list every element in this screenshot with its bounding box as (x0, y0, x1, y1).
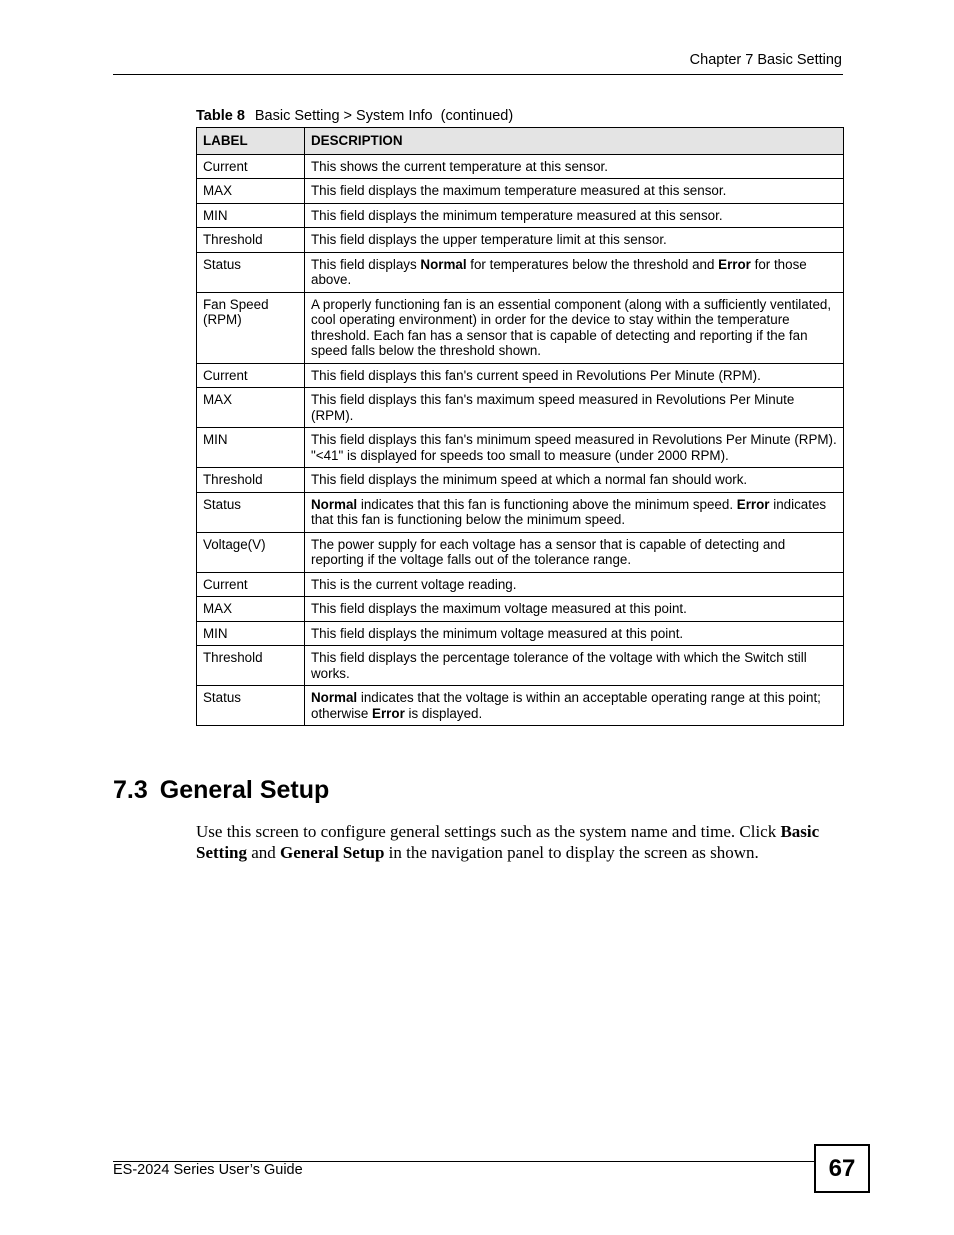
row-label: Fan Speed (RPM) (197, 292, 305, 363)
text-run: This shows the current temperature at this sensor. (311, 158, 608, 174)
table-row (197, 292, 844, 363)
row-description (305, 686, 844, 726)
text-run: This field displays the minimum speed at which a normal fan should work. (311, 472, 748, 487)
table-caption-title: Basic Setting > System Info (continued) (254, 108, 514, 124)
row-label: Voltage(V) (197, 532, 305, 572)
row-label: Threshold (197, 228, 305, 253)
table-caption (196, 108, 513, 124)
bold-term: General Setup (280, 843, 385, 862)
table-row (197, 686, 844, 726)
table-row (197, 388, 844, 428)
table-row (197, 532, 844, 572)
text-run: This field displays the minimum voltage measured at this point. (311, 625, 684, 641)
row-label: MIN (197, 428, 305, 468)
row-description (305, 621, 844, 646)
table-row (197, 252, 844, 292)
text-run: is displayed. (404, 705, 483, 721)
row-description (305, 203, 844, 228)
table-row (197, 572, 844, 597)
text-run: This field displays the maximum temperature measured at this sensor. (311, 183, 727, 198)
row-description (305, 646, 844, 686)
text-run: and (247, 843, 281, 862)
bold-term: Error (718, 256, 751, 272)
table-row (197, 492, 844, 532)
section-paragraph (196, 821, 846, 863)
row-label: MIN (197, 203, 305, 228)
table-row (197, 154, 844, 179)
table-header-row (197, 128, 844, 155)
chapter-header: Chapter 7 Basic Setting (689, 52, 842, 68)
row-label: Status (197, 686, 305, 726)
row-label: Status (197, 252, 305, 292)
table-row (197, 597, 844, 622)
table-row (197, 179, 844, 204)
table-caption-number: Table 8 (196, 108, 245, 124)
text-run: in the navigation panel to display the screen as shown. (384, 843, 759, 862)
row-label: Threshold (197, 468, 305, 493)
system-info-table (196, 127, 844, 726)
text-run: This field displays the minimum temperature measured at this sensor. (311, 207, 723, 223)
row-label: Threshold (197, 646, 305, 686)
bold-term: Error (372, 705, 405, 721)
row-description (305, 363, 844, 388)
row-label: MAX (197, 179, 305, 204)
guide-title: ES-2024 Series User’s Guide (113, 1162, 303, 1178)
row-label: Current (197, 154, 305, 179)
text-run: for temperatures below the threshold and (466, 256, 719, 272)
text-run: This field displays the upper temperature limit at this sensor. (311, 232, 667, 247)
row-description (305, 468, 844, 493)
text-run: This is the current voltage reading. (311, 576, 517, 592)
row-description (305, 179, 844, 204)
section-number: 7.3 (113, 776, 148, 804)
row-description (305, 492, 844, 532)
table-row (197, 203, 844, 228)
column-header-description: DESCRIPTION (305, 128, 844, 155)
row-description (305, 154, 844, 179)
bold-term: Normal (420, 256, 467, 272)
text-run: indicates that this fan is functioning below the minimum speed. (311, 496, 827, 527)
row-label: MAX (197, 597, 305, 622)
row-description (305, 228, 844, 253)
row-description (305, 292, 844, 363)
table-row (197, 468, 844, 493)
text-run: This field displays this fan's minimum speed measured in Revolutions Per Minute (RPM). "<41" is displayed for speeds too small to measure (under 2000 RPM). (311, 432, 837, 463)
text-run: This field displays (311, 256, 421, 272)
row-label: Current (197, 363, 305, 388)
header-rule (113, 74, 843, 75)
text-run: for those above. (311, 256, 807, 287)
bold-term: Normal (311, 690, 358, 705)
table-row (197, 228, 844, 253)
text-run: Use this screen to configure general settings such as the system name and time. Click (196, 822, 781, 841)
table-row (197, 646, 844, 686)
row-description (305, 388, 844, 428)
column-header-label: LABEL (197, 128, 305, 155)
text-run: A properly functioning fan is an essential component (along with a sufficiently ventilated, cool operating environment) in order for the device to stay within the temperature threshold. Each fan has a sensor that is capable of detecting and reporting if the fan speed falls below the threshold shown. (311, 296, 832, 358)
table-row (197, 621, 844, 646)
row-label: MIN (197, 621, 305, 646)
row-description (305, 428, 844, 468)
text-run: This field displays the percentage tolerance of the voltage with which the Switch still works. (311, 650, 807, 681)
text-run: This field displays this fan's maximum speed measured in Revolutions Per Minute (RPM). (311, 392, 795, 423)
row-label: Current (197, 572, 305, 597)
row-description (305, 597, 844, 622)
bold-term: Normal (311, 496, 358, 512)
row-description (305, 532, 844, 572)
table-row (197, 428, 844, 468)
row-description (305, 572, 844, 597)
section-heading (113, 776, 329, 805)
table-row (197, 363, 844, 388)
text-run: This field displays this fan's current speed in Revolutions Per Minute (RPM). (311, 367, 761, 383)
page-number: 67 (814, 1144, 870, 1193)
text-run: indicates that the voltage is within an acceptable operating range at this point; otherwise (311, 690, 821, 721)
section-title: General Setup (159, 776, 330, 804)
bold-term: Error (736, 496, 770, 512)
bold-term: Basic Setting (196, 822, 820, 862)
text-run: This field displays the maximum voltage measured at this point. (311, 601, 687, 616)
row-label: Status (197, 492, 305, 532)
row-description (305, 252, 844, 292)
table-body (197, 154, 844, 726)
text-run: The power supply for each voltage has a sensor that is capable of detecting and reporting if the voltage falls out of the tolerance range. (311, 536, 786, 567)
row-label: MAX (197, 388, 305, 428)
text-run: indicates that this fan is functioning above the minimum speed. (357, 496, 737, 512)
